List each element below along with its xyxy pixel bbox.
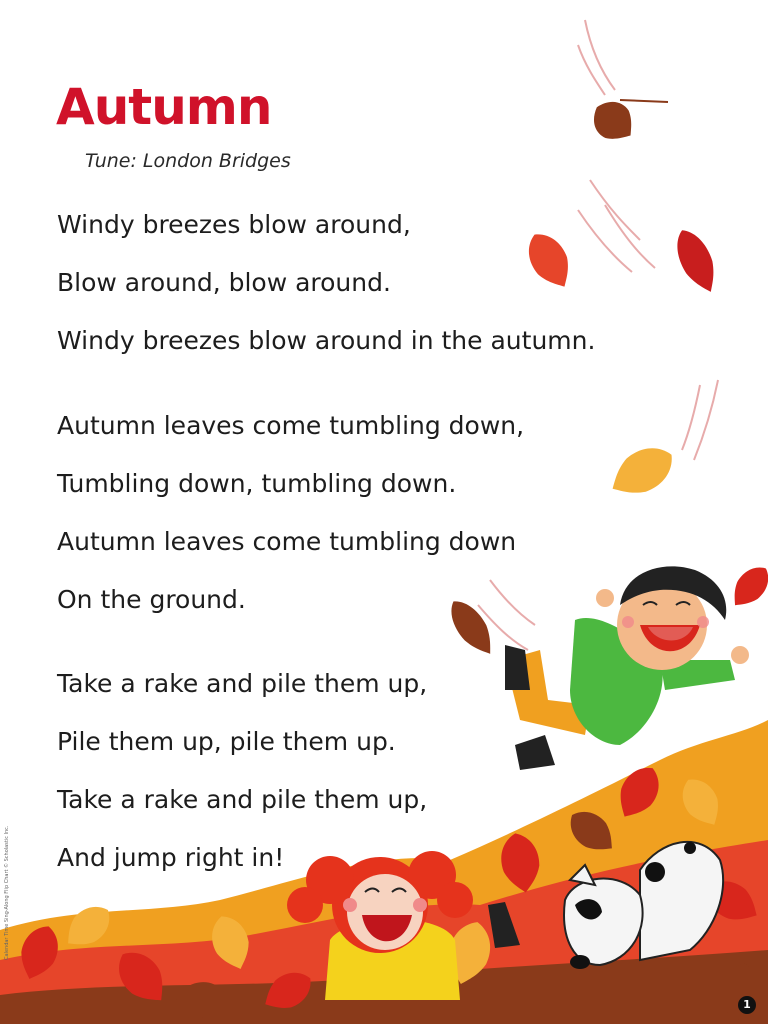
leaf-stem [620, 100, 668, 102]
verse-3-line-4: And jump right in! [57, 843, 285, 872]
page-number: 1 [738, 996, 756, 1014]
falling-leaf-icon [442, 594, 501, 662]
boy [505, 566, 749, 770]
verse-1-line-3: Windy breezes blow around in the autumn. [57, 326, 596, 355]
verse-2-line-3: Autumn leaves come tumbling down [57, 527, 517, 556]
verse-1-line-2: Blow around, blow around. [57, 268, 391, 297]
falling-leaf-icon [668, 224, 724, 298]
falling-leaf-icon [603, 437, 682, 506]
page-title: Autumn [56, 78, 272, 136]
verse-2-line-4: On the ground. [57, 585, 246, 614]
verse-2-line-2: Tumbling down, tumbling down. [57, 469, 457, 498]
verse-2-line-1: Autumn leaves come tumbling down, [57, 411, 525, 440]
tune-subtitle: Tune: London Bridges [85, 150, 291, 172]
verse-3-line-3: Take a rake and pile them up, [57, 785, 428, 814]
side-credit: Calendar Time Sing-Along Flip Chart © Scholastic Inc. [4, 825, 10, 960]
verse-1-line-1: Windy breezes blow around, [57, 210, 411, 239]
falling-leaf-icon [724, 560, 768, 614]
falling-leaf-icon [519, 226, 579, 295]
verse-3-line-1: Take a rake and pile them up, [57, 669, 428, 698]
verse-3-line-2: Pile them up, pile them up. [57, 727, 396, 756]
